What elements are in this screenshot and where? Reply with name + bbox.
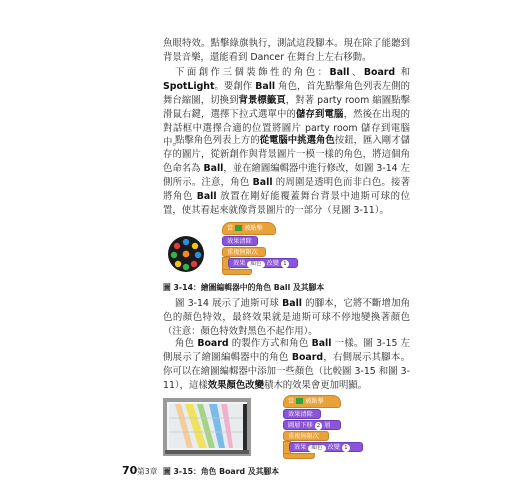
effect-value-input[interactable]: 1 — [281, 260, 289, 268]
forever-block-bottom — [222, 269, 252, 275]
paragraph-text: 、 — [349, 67, 364, 78]
bold-term: Ball — [282, 298, 303, 309]
block-label: 圖層下移 — [288, 422, 313, 429]
block-label: 當 — [288, 398, 295, 405]
paragraph-3 — [163, 134, 410, 218]
bold-term: 背景標籤頁 — [238, 95, 286, 106]
block-label: 重複無限次 — [227, 249, 258, 256]
block-label: 重複無限次 — [288, 433, 319, 440]
paragraph-1 — [163, 37, 410, 65]
paragraph-text: 的製作方式和角色 — [228, 338, 312, 349]
block-label: 效果 — [233, 260, 246, 267]
disco-ball-image — [166, 234, 206, 274]
bold-term: Ball — [252, 177, 273, 188]
change-effect-block[interactable] — [289, 442, 363, 452]
paragraph-text: 魚眼特效。點擊綠旗執行，測試這段腳本。現在除了能聽到背景音樂，還能看到 Dancer 在舞台上左右移動。 — [163, 38, 410, 63]
paragraph-text: 。要創作 — [214, 81, 256, 92]
paragraph-text: ，對著 party room 縮圖點擊滑鼠右鍵，選擇下拉式選單中的 — [163, 95, 410, 120]
forever-block[interactable] — [283, 431, 329, 441]
bold-term: Board — [197, 338, 229, 349]
paragraph-text: 一樣。圖 3-15 左側展示了繪圖編輯器中的角色 — [163, 338, 410, 363]
clear-effects-block[interactable] — [283, 409, 321, 419]
paragraph-text: ，右側展示其腳本。你可以在繪圖編輯器中添加一些顏色（比較圖 3-15 和圖 3-11），這樣 — [163, 352, 410, 391]
block-label: 效果 — [294, 444, 307, 451]
paragraph-text: 的周圍是透明色而非白色。接著將角色 — [163, 177, 411, 202]
bold-term: 從電腦中挑選角色 — [259, 135, 335, 146]
paragraph-text: 下面創作三個裝飾性的角色： — [175, 67, 330, 78]
block-label: 效果清除 — [227, 238, 252, 245]
block-label: 改變 — [327, 444, 340, 451]
paragraph-text: 積木的效果會更加明顯。 — [264, 380, 368, 391]
bold-term: 效果顏色改變 — [207, 380, 265, 391]
green-flag-icon — [235, 225, 242, 231]
bold-term: Board — [291, 352, 324, 363]
block-label: 當 — [227, 225, 234, 232]
forever-block-bottom — [283, 453, 315, 459]
block-label: 層 — [324, 422, 331, 429]
effect-dropdown[interactable]: 顏色 — [308, 445, 325, 452]
figure-caption: 圖 3-15：角色 Board 及其腳本 — [163, 467, 280, 476]
paragraph-text: 點擊角色列表上方的 — [175, 135, 260, 146]
paragraph-text: 角色 — [175, 338, 198, 349]
paragraph-text: 按鈕，匯入剛才儲存的圖片，從新創作與背景圖片一模一樣的角色，將這個角色命名為 — [163, 135, 410, 174]
when-flag-clicked-block[interactable] — [222, 222, 276, 235]
bold-term: Ball — [311, 338, 332, 349]
paragraph-text: 角色，首先點擊角色列表左側的舞台縮圖，切換到 — [163, 81, 411, 106]
paragraph-text: 和 — [395, 67, 410, 78]
block-label: 被點擊 — [244, 225, 263, 232]
block-label: 被點擊 — [305, 398, 324, 405]
figure-caption: 圖 3-14：繪圖編輯器中的角色 Ball 及其腳本 — [163, 283, 325, 292]
paragraph-text: 放置在剛好能覆蓋舞台背景中迪斯可球的位置，使其看起來就像背景圖片的一部分（見圖 3-11）。 — [163, 191, 411, 216]
bold-term: 儲存到電腦 — [296, 109, 344, 120]
block-label: 效果清除 — [288, 411, 313, 418]
block-label: 改變 — [266, 260, 279, 267]
bold-term: Board — [363, 67, 396, 78]
bold-term: SpotLight — [163, 81, 215, 92]
paragraph-text: ，並在繪圖編輯器中進行修改，如圖 3-14 左側所示。注意，角色 — [163, 163, 411, 188]
paragraph-text: ，然後在出現的對話框中選擇合適的位置將圖片 party room 儲存到電腦中。 — [163, 109, 410, 148]
board-image — [163, 398, 251, 456]
forever-block[interactable] — [222, 247, 266, 257]
paragraph-text: 的腳本，它將不斷增加角色的顏色特效，最終效果就是迪斯可球不停地變換著顏色（注意：顏色特效對黑色不起作用）。 — [163, 298, 411, 337]
when-flag-clicked-block[interactable] — [283, 395, 341, 408]
bold-term: Ball — [203, 163, 224, 174]
clear-effects-block[interactable] — [222, 236, 258, 246]
green-flag-icon — [296, 398, 303, 404]
page-number: 70 — [122, 464, 138, 477]
effect-value-input[interactable]: 1 — [342, 444, 350, 452]
effect-dropdown[interactable]: 顏色 — [247, 261, 264, 268]
layer-value-input[interactable]: 2 — [316, 423, 321, 429]
paragraph-4 — [163, 297, 410, 339]
paragraph-5 — [163, 337, 410, 393]
bold-term: Ball — [255, 81, 276, 92]
paragraph-text: 圖 3-14 展示了迪斯可球 — [175, 298, 283, 309]
change-effect-block[interactable] — [228, 258, 298, 268]
bold-term: Ball — [329, 67, 350, 78]
chapter-label: 第3章 — [137, 467, 158, 476]
bold-term: Ball — [196, 191, 217, 202]
go-back-layers-block[interactable] — [283, 420, 341, 430]
